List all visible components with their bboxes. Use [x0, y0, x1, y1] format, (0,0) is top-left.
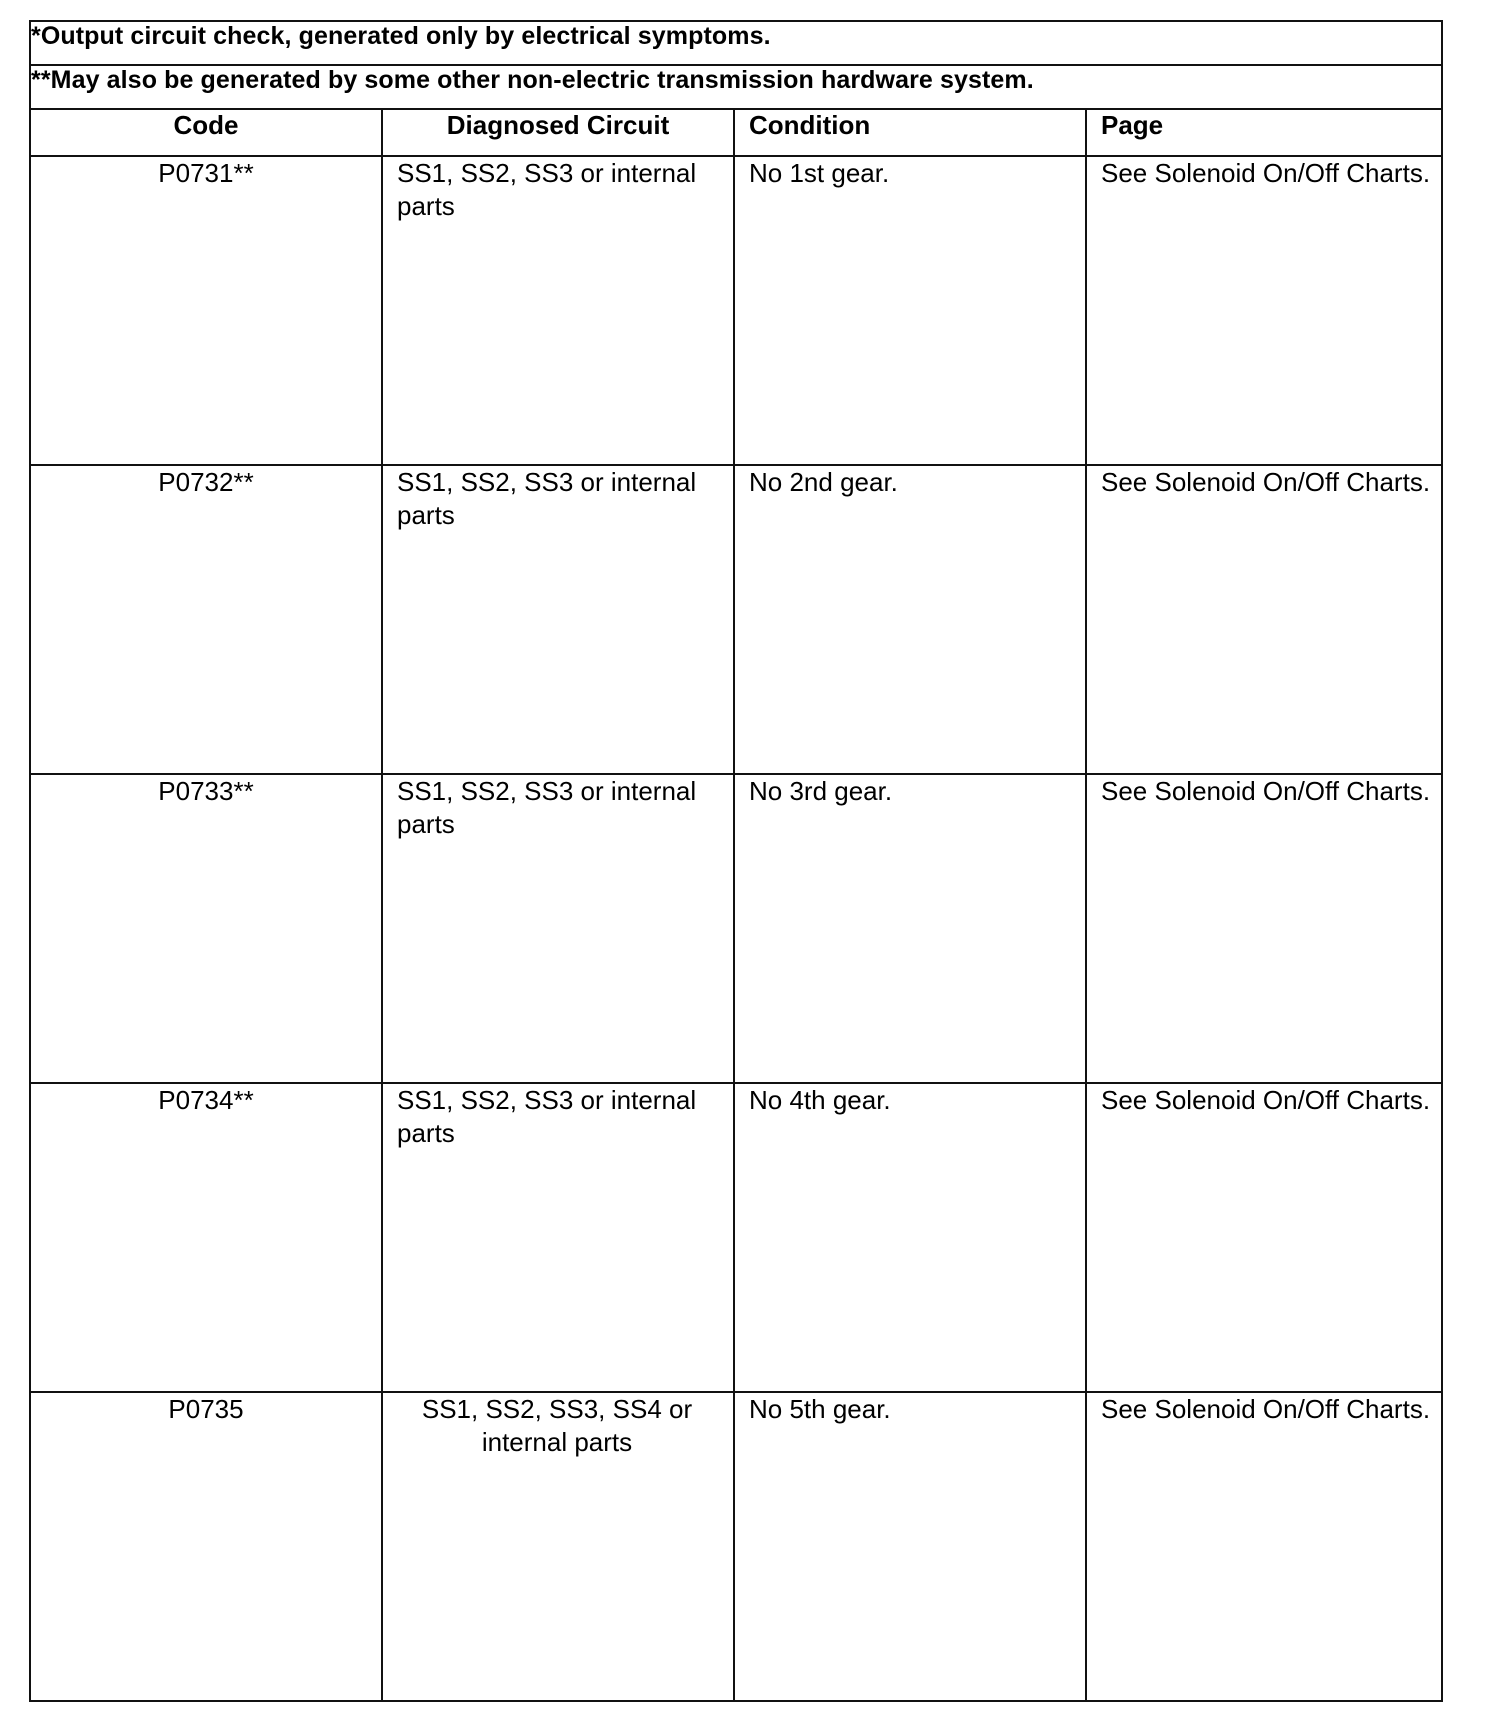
cell-code: P0731** [30, 156, 382, 465]
cell-page: See Solenoid On/Off Charts. [1086, 1392, 1442, 1701]
cell-condition: No 2nd gear. [734, 465, 1086, 774]
cell-page: See Solenoid On/Off Charts. [1086, 1083, 1442, 1392]
header-condition: Condition [734, 109, 1086, 156]
header-code: Code [30, 109, 382, 156]
cell-condition: No 1st gear. [734, 156, 1086, 465]
note-row-output-circuit [30, 21, 1442, 65]
cell-code: P0732** [30, 465, 382, 774]
cell-condition: No 3rd gear. [734, 774, 1086, 1083]
cell-condition: No 5th gear. [734, 1392, 1086, 1701]
header-page: Page [1086, 109, 1442, 156]
cell-code: P0734** [30, 1083, 382, 1392]
cell-page: See Solenoid On/Off Charts. [1086, 774, 1442, 1083]
cell-code: P0733** [30, 774, 382, 1083]
cell-diagnosed-circuit: SS1, SS2, SS3 or internal parts [382, 156, 734, 465]
note-output-circuit: *Output circuit check, generated only by electrical symptoms. [30, 21, 1442, 65]
table-row [30, 1083, 1442, 1392]
table-row [30, 774, 1442, 1083]
note-non-electric: **May also be generated by some other non-electric transmission hardware system. [30, 65, 1442, 109]
cell-condition: No 4th gear. [734, 1083, 1086, 1392]
cell-page: See Solenoid On/Off Charts. [1086, 465, 1442, 774]
header-diagnosed-circuit: Diagnosed Circuit [382, 109, 734, 156]
cell-diagnosed-circuit: SS1, SS2, SS3, SS4 or internal parts [382, 1392, 734, 1701]
cell-diagnosed-circuit: SS1, SS2, SS3 or internal parts [382, 465, 734, 774]
table-row [30, 1392, 1442, 1701]
dtc-table [29, 20, 1443, 1702]
cell-code: P0735 [30, 1392, 382, 1701]
cell-page: See Solenoid On/Off Charts. [1086, 156, 1442, 465]
table-row [30, 156, 1442, 465]
table-header-row [30, 109, 1442, 156]
cell-diagnosed-circuit: SS1, SS2, SS3 or internal parts [382, 1083, 734, 1392]
table-row [30, 465, 1442, 774]
cell-diagnosed-circuit: SS1, SS2, SS3 or internal parts [382, 774, 734, 1083]
note-row-non-electric [30, 65, 1442, 109]
dtc-table-page [29, 20, 1441, 1702]
